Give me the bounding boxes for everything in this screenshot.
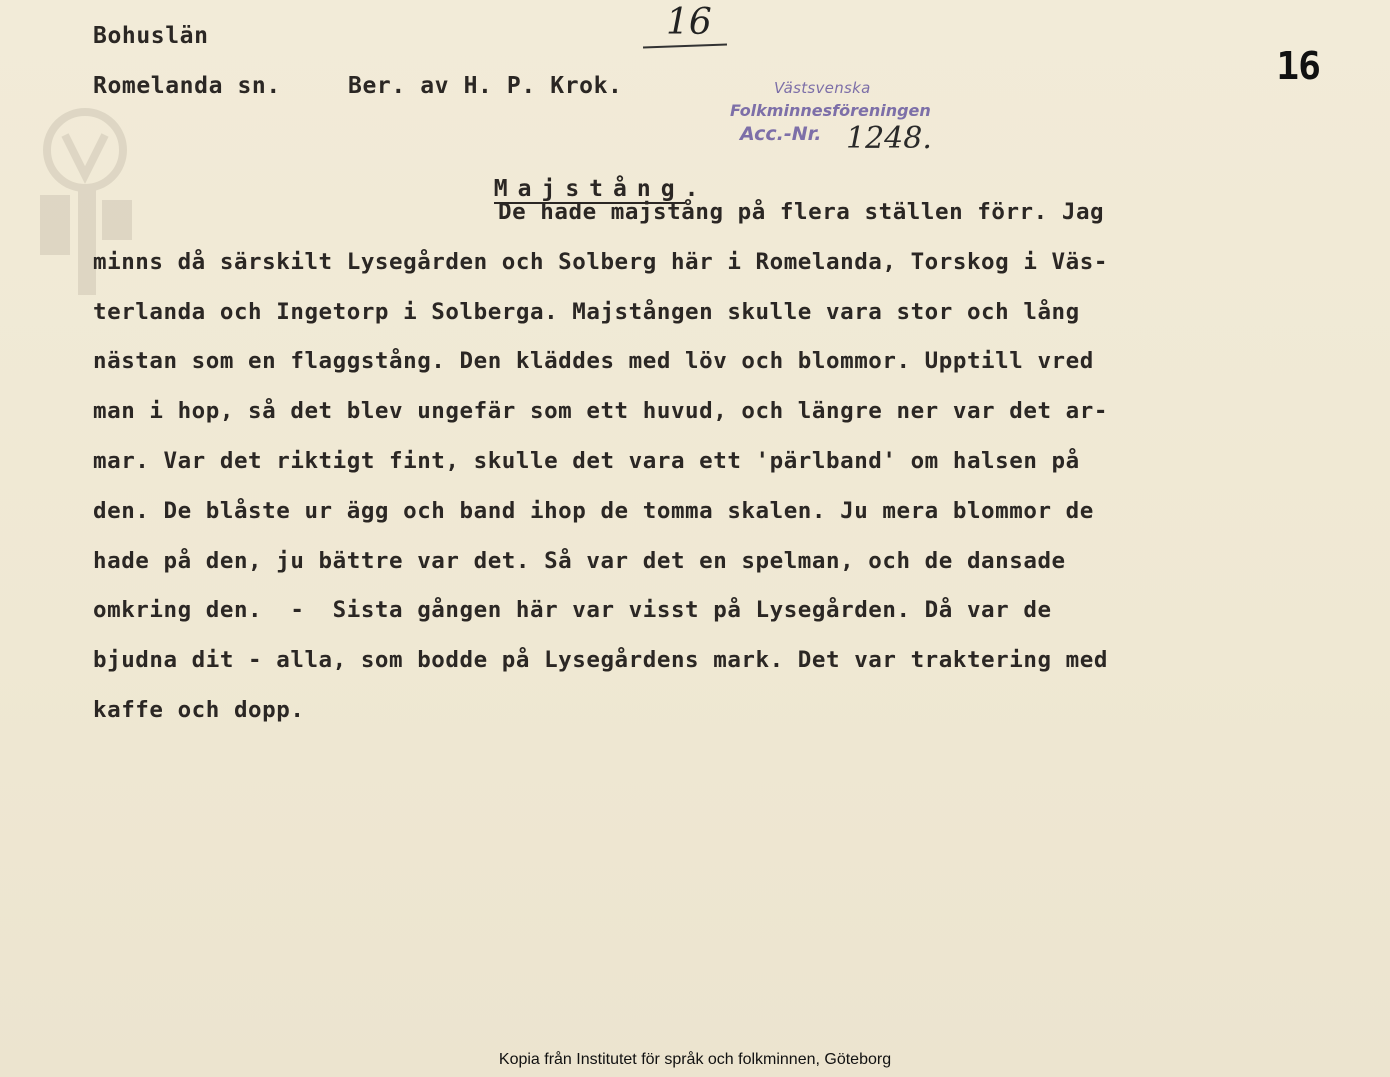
title-text: Majstång [493, 176, 685, 202]
body-line: kaffe och dopp. [93, 696, 305, 723]
body-line: den. De blåste ur ägg och band ihop de tomma skalen. Ju mera blommor de [93, 497, 1094, 524]
reporter-line: Ber. av H. P. Krok. [348, 73, 623, 99]
body-line: bjudna dit - alla, som bodde på Lysegårdens mark. Det var traktering med [93, 647, 1108, 674]
body-line: hade på den, ju bättre var det. Så var det en spelman, och de dansade [93, 547, 1066, 574]
body-text [93, 198, 1108, 746]
title-punctuation: . [684, 176, 699, 202]
stamp-line-2: Folkminnesföreningen [730, 101, 931, 120]
archive-stamp [728, 77, 948, 167]
region-heading: Bohuslän [93, 23, 209, 49]
body-line: terlanda och Ingetorp i Solberga. Majstången skulle vara stor och lång [93, 298, 1080, 325]
stamp-acc-number: 1248. [846, 121, 932, 156]
page-number: 16 [1276, 44, 1320, 88]
body-line: man i hop, så det blev ungefär som ett huvud, och längre ner var det ar- [93, 398, 1108, 425]
handwritten-page-number: 16 [666, 2, 712, 43]
parish-heading: Romelanda sn. [93, 73, 281, 99]
stamp-acc-label: Acc.-Nr. [740, 123, 822, 145]
body-line: omkring den. - Sista gången här var visst på Lysegården. Då var de [93, 597, 1052, 624]
body-line: nästan som en flaggstång. Den kläddes med löv och blommor. Upptill vred [93, 348, 1094, 375]
copy-attribution-footer: Kopia från Institutet för språk och folkminnen, Göteborg [498, 1051, 892, 1068]
handwritten-underline [643, 44, 727, 49]
body-line: mar. Var det riktigt fint, skulle det vara ett 'pärlband' om halsen på [93, 447, 1080, 474]
body-line: De hade majstång på flera ställen förr. Jag [498, 199, 1105, 225]
body-line: minns då särskilt Lysegården och Solberg här i Romelanda, Torskog i Väs- [93, 248, 1108, 275]
stamp-line-1: Västsvenska [774, 79, 871, 97]
